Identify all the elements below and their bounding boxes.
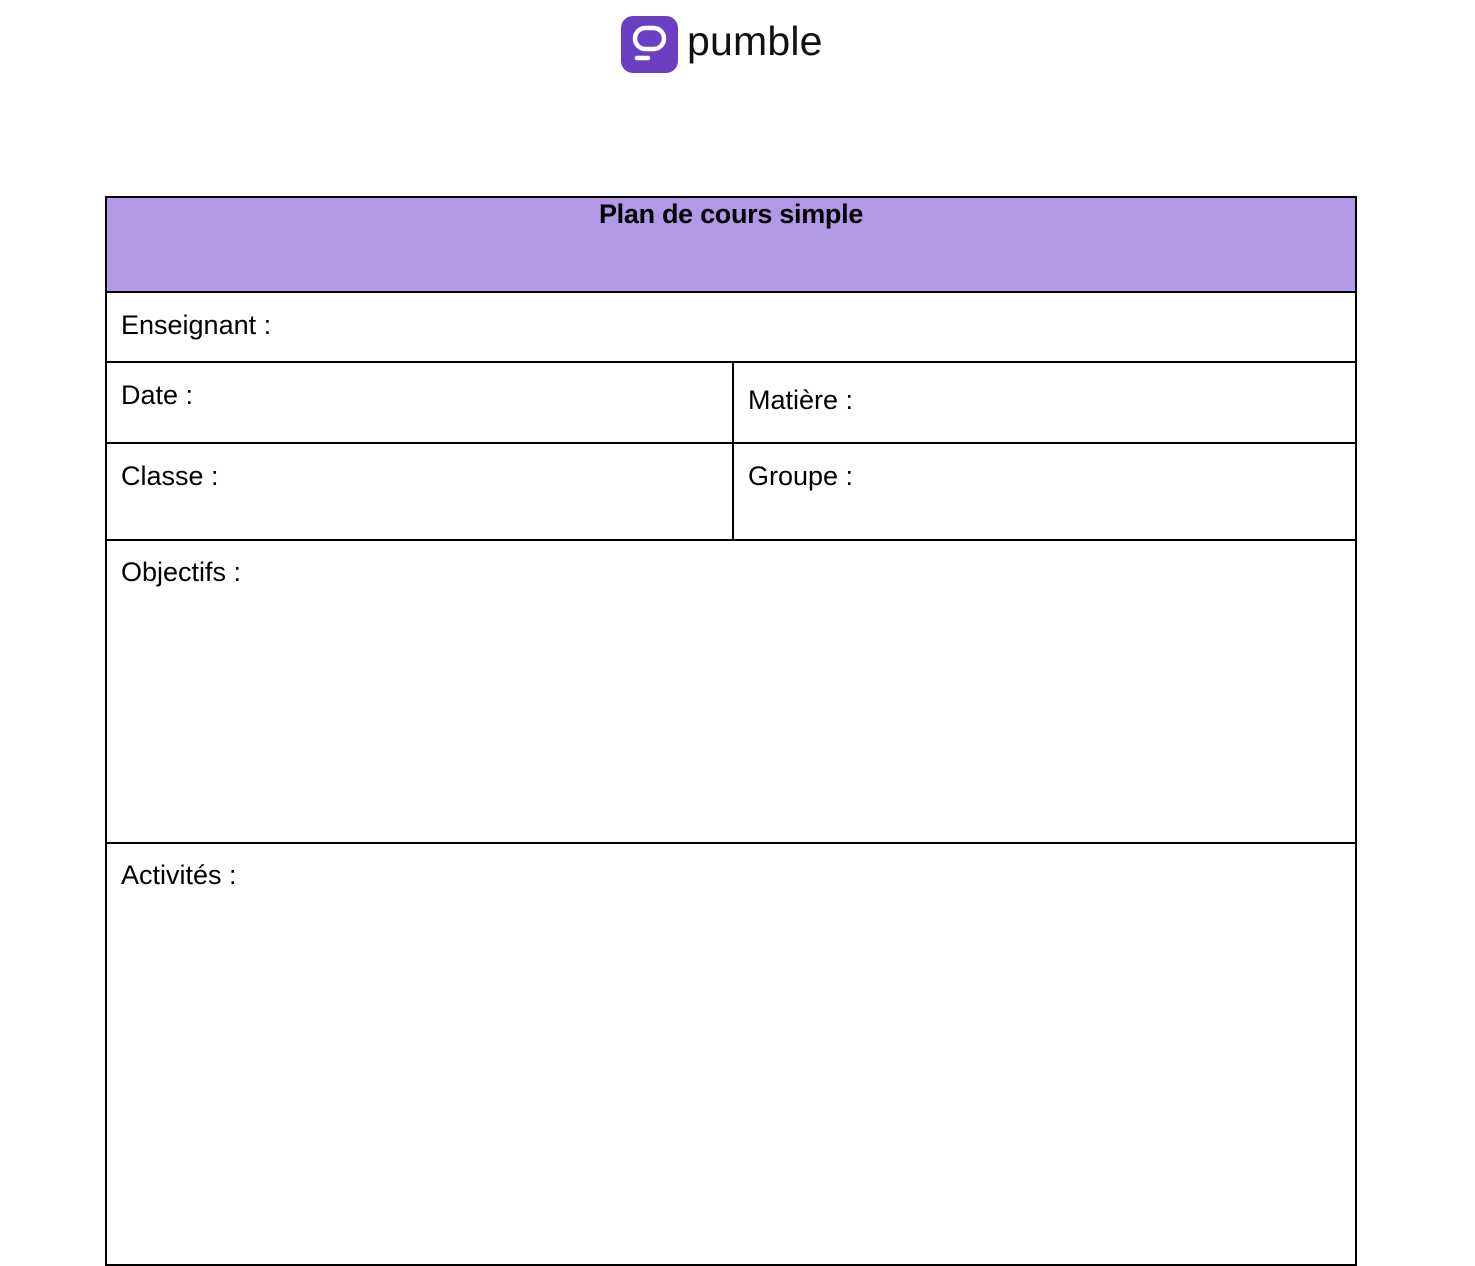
date-label: Date :: [121, 380, 194, 410]
date-field[interactable]: [106, 362, 733, 443]
brand-name: pumble: [687, 17, 823, 64]
class-field[interactable]: [106, 443, 733, 540]
activities-row: [106, 843, 1356, 1265]
form-title: Plan de cours simple: [106, 197, 1356, 292]
activities-label: Activités :: [121, 860, 237, 890]
class-group-row: [106, 443, 1356, 540]
objectives-label: Objectifs :: [121, 557, 242, 587]
objectives-row: [106, 540, 1356, 843]
subject-field[interactable]: [733, 362, 1356, 443]
class-label: Classe :: [121, 461, 219, 491]
activities-field[interactable]: [106, 843, 1356, 1265]
teacher-row: [106, 292, 1356, 362]
teacher-field[interactable]: [106, 292, 1356, 362]
objectives-field[interactable]: [106, 540, 1356, 843]
group-field[interactable]: [733, 443, 1356, 540]
date-subject-row: [106, 362, 1356, 443]
teacher-label: Enseignant :: [121, 310, 272, 340]
brand-logo: [621, 14, 823, 74]
subject-label: Matière :: [748, 385, 854, 415]
pumble-logo-icon: [621, 16, 678, 73]
group-label: Groupe :: [748, 461, 854, 491]
title-row: [106, 197, 1356, 292]
lesson-plan-table: [105, 196, 1357, 1266]
